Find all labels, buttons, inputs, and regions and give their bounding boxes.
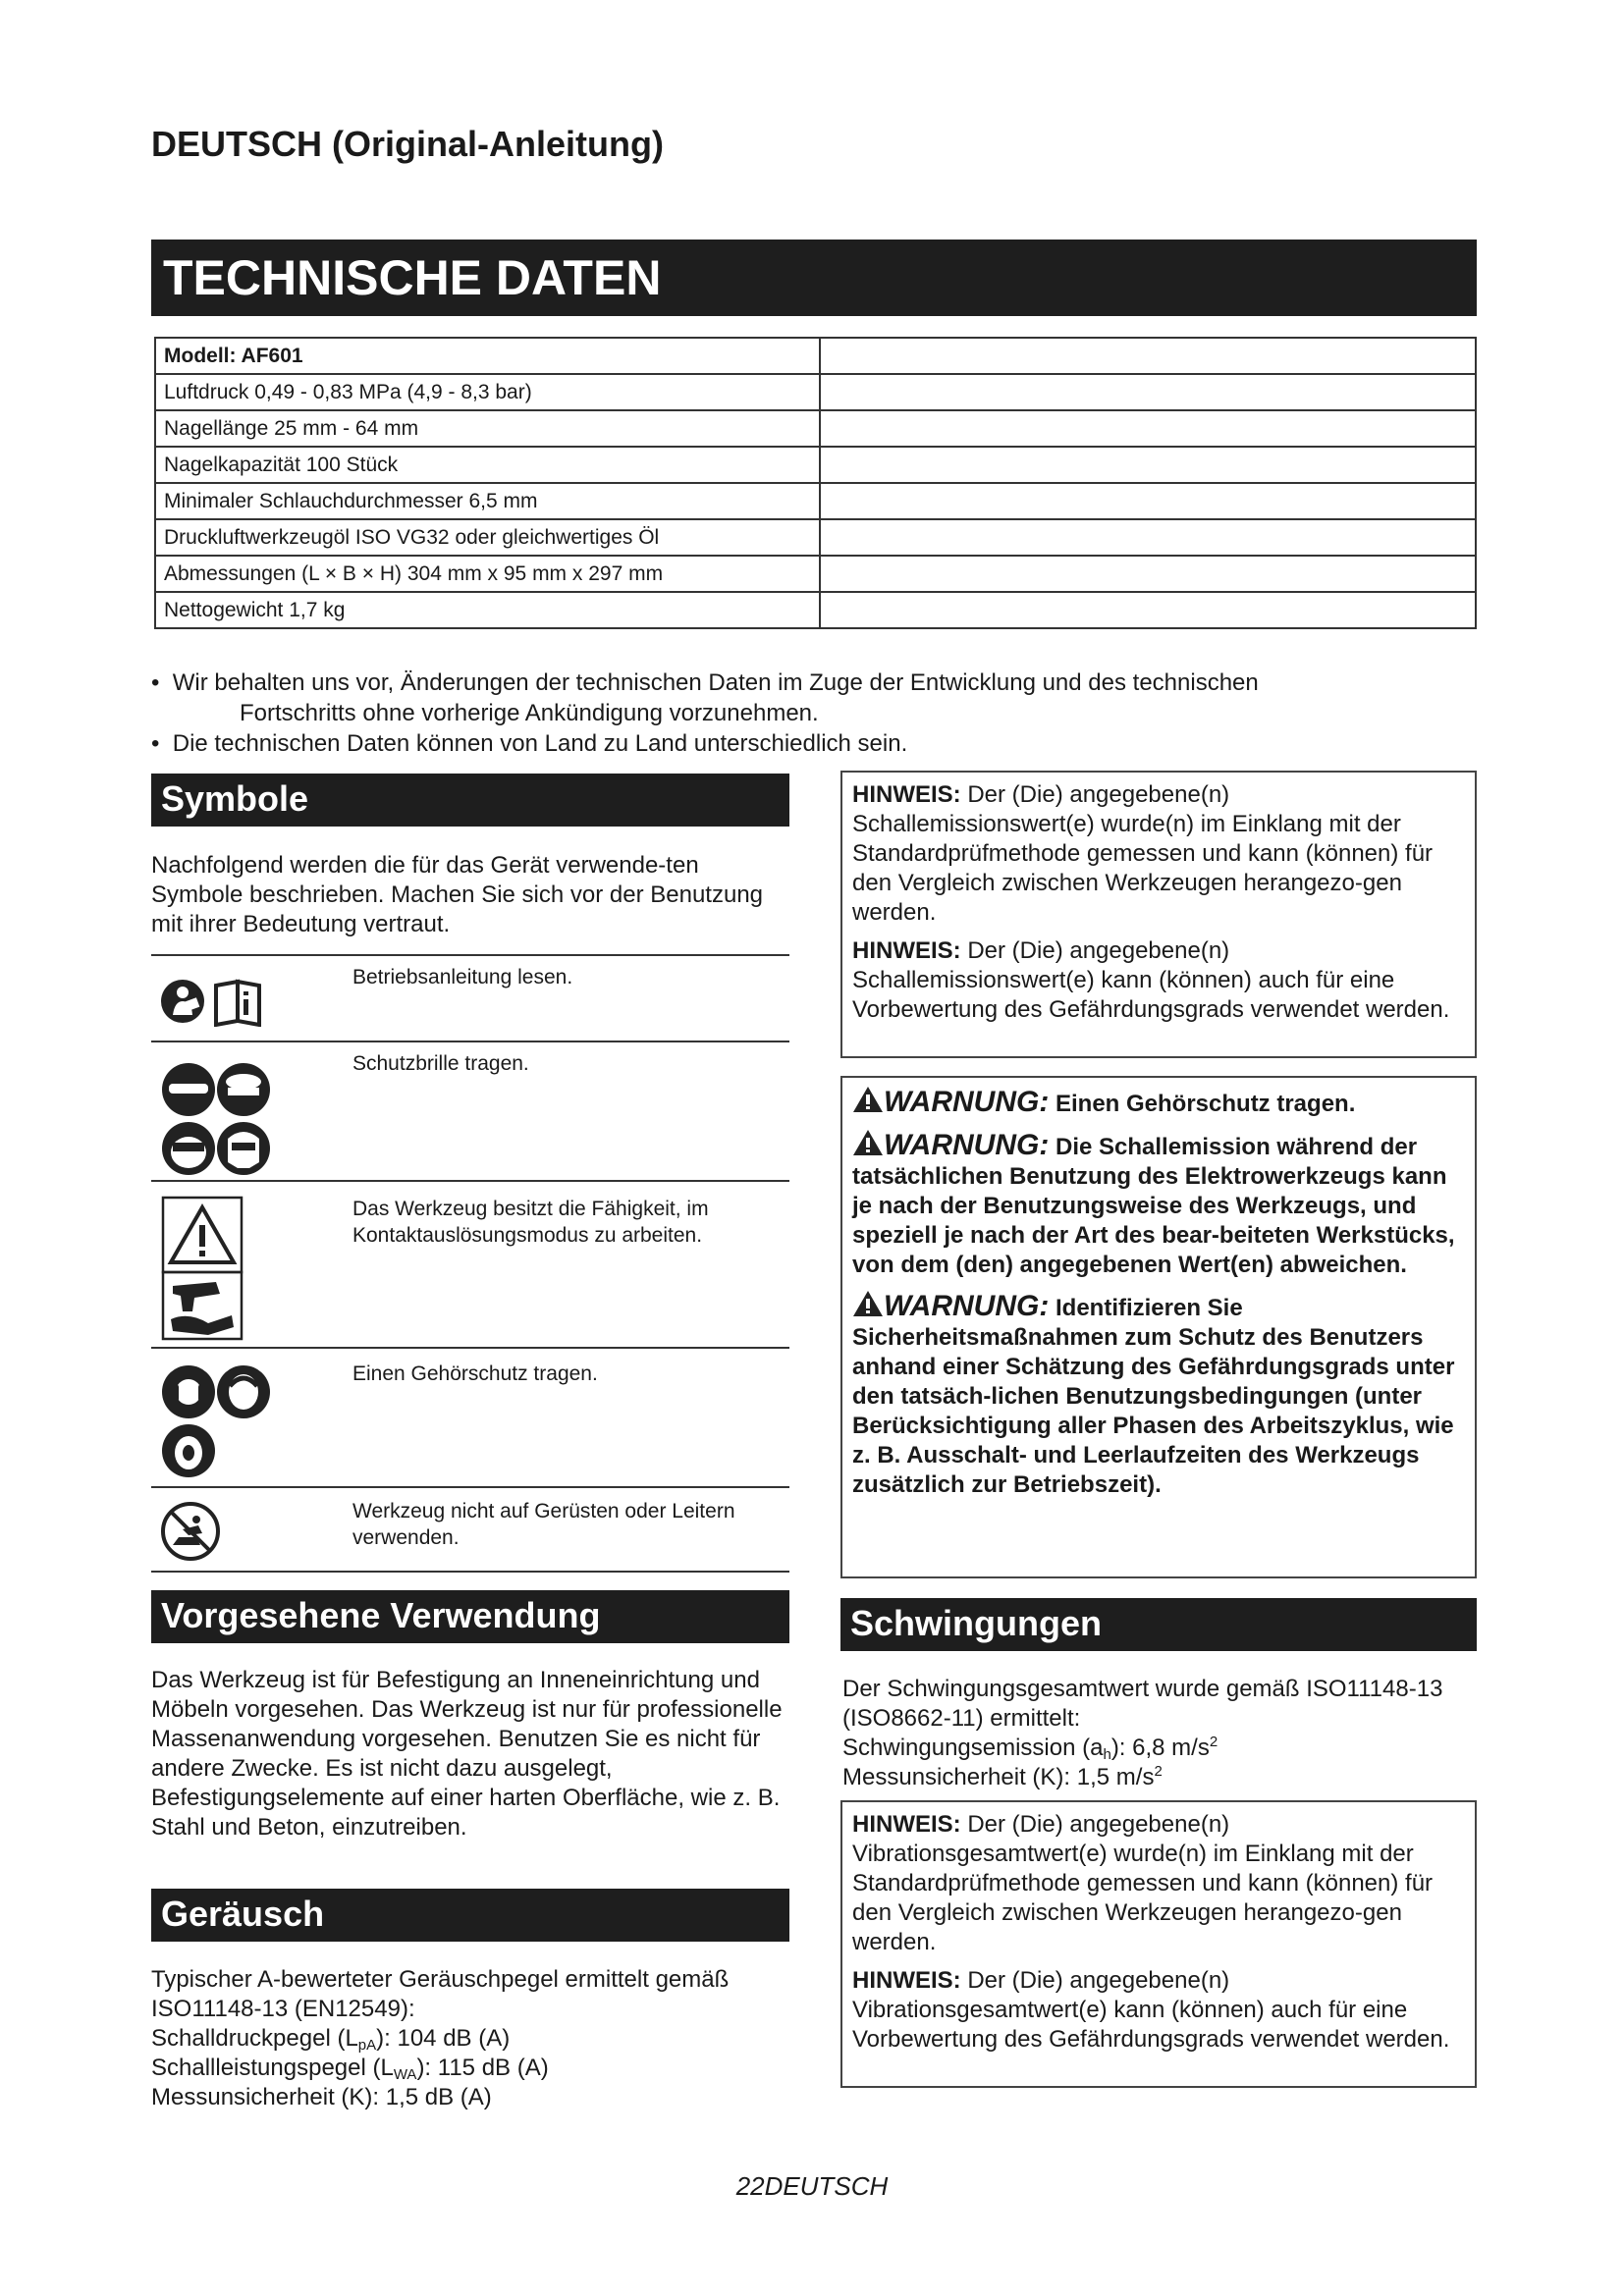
symbol-label: Betriebsanleitung lesen. <box>352 966 573 988</box>
note-item: • Die technischen Daten können von Land zu Land unterschiedlich sein. <box>151 730 908 757</box>
spec-cell-empty <box>820 374 1476 410</box>
hinweis-note: HINWEIS: Der (Die) angegebene(n) Schallemissionswert(e) kann (können) auch für eine Vorbewertung des Gefährdungsgrads verwendet werden. <box>852 937 1450 1023</box>
hinweis-note: HINWEIS: Der (Die) angegebene(n) Vibrationsgesamtwert(e) wurde(n) im Einklang mit der Standardprüfmethode gemessen und kann (können) für den Vergleich zwischen Werkzeugen herangezo-gen werden. <box>852 1811 1434 1955</box>
symbol-row <box>151 1180 789 1349</box>
lpa-value: Schalldruckpegel $(L_{pA})$: 104 dB (A) <box>151 2025 511 2054</box>
verwendung-heading: Vorgesehene Verwendung <box>151 1590 789 1643</box>
symbol-table-bottom-border <box>151 1571 789 1573</box>
spec-cell: Luftdruck 0,49 - 0,83 MPa (4,9 - 8,3 bar) <box>155 374 820 410</box>
spec-cell-empty <box>820 556 1476 592</box>
hinweis-vib-box <box>840 1800 1477 2088</box>
technische-daten-heading: TECHNISCHE DATEN <box>151 240 1477 316</box>
spec-cell-empty <box>820 338 1476 374</box>
symbole-heading: Symbole <box>151 774 789 827</box>
warning-item: WARNUNG: Einen Gehörschutz tragen. <box>852 1086 1465 1119</box>
symbol-row <box>151 1486 789 1573</box>
geraeusch-intro: Typischer A-bewerteter Geräuschpegel ermittelt gemäß ISO11148-13 (EN12549): <box>151 1966 730 2022</box>
note-text-continued: Fortschritts ohne vorherige Ankündigung vorzunehmen. <box>240 700 819 726</box>
warning-triangle-icon <box>852 1086 884 1113</box>
symbol-label: Schutzbrille tragen. <box>352 1052 529 1075</box>
hinweis-schall-box <box>840 771 1477 1058</box>
symbol-label: Werkzeug nicht auf Gerüsten oder Leitern verwenden. <box>352 1500 735 1549</box>
page-title: DEUTSCH (Original-Anleitung) <box>151 124 664 164</box>
note-text: Die technischen Daten können von Land zu Land unterschiedlich sein. <box>172 730 908 757</box>
table-row <box>155 374 1476 410</box>
spec-cell: Abmessungen (L × B × H) 304 mm x 95 mm x 297 mm <box>155 556 820 592</box>
k-value: Messunsicherheit (K): 1,5 $m/s^2$ <box>842 1763 1163 1790</box>
spec-cell: Nagelkapazität 100 Stück <box>155 447 820 483</box>
warning-item: WARNUNG: Identifizieren Sie Sicherheitsmaßnahmen zum Schutz des Benutzers anhand einer Schätzung des Gefährdungsgrads unter den tatsäch-lichen Benutzungsbedingungen (unter Berücksichtigung aller Phasen des Arbeitszyklus, wie z. B. Ausschalt- und Leerlaufzeiten des Werkzeugs zusätzlich zur Betriebszeit). <box>852 1290 1455 1498</box>
table-row <box>155 592 1476 628</box>
symbol-label: Das Werkzeug besitzt die Fähigkeit, im Kontaktauslösungsmodus zu arbeiten. <box>352 1198 709 1247</box>
symbole-intro: Nachfolgend werden die für das Gerät verwende-ten Symbole beschrieben. Machen Sie sich vor der Benutzung mit ihrer Bedeutung vertraut. <box>151 852 764 937</box>
spec-cell: Minimaler Schlauchdurchmesser 6,5 mm <box>155 483 820 519</box>
ah-value: Schwingungsemission $(a_h)$: 6,8 $m/s^2$ <box>842 1734 1218 1763</box>
spec-cell: Modell: AF601 <box>155 338 820 374</box>
warning-triangle-icon <box>852 1129 884 1156</box>
spec-cell-empty <box>820 483 1476 519</box>
spec-cell-empty <box>820 410 1476 447</box>
spec-cell: Nagellänge 25 mm - 64 mm <box>155 410 820 447</box>
page-footer: 22DEUTSCH <box>735 2171 889 2201</box>
goggles-icon <box>159 1060 287 1178</box>
manual-icon <box>159 976 306 1027</box>
schwingungen-heading: Schwingungen <box>840 1598 1477 1651</box>
table-row <box>155 338 1476 374</box>
spec-cell: Nettogewicht 1,7 kg <box>155 592 820 628</box>
symbol-row <box>151 1347 789 1488</box>
note-item: • Wir behalten uns vor, Änderungen der technischen Daten im Zuge der Entwicklung und des technischen <box>151 669 1259 696</box>
verwendung-text: Das Werkzeug ist für Befestigung an Inneneinrichtung und Möbeln vorgesehen. Das Werkzeug ist nur für professionelle Massenanwendung vorgesehen. Benutzen Sie es nicht für andere Zwecke. Es ist nicht dazu ausgelegt, Befestigungselemente auf einer harten Oberfläche, wie z. B. Stahl und Beton, einzutreiben. <box>151 1667 783 1841</box>
spec-cell-empty <box>820 592 1476 628</box>
warning-triangle-icon <box>852 1290 884 1317</box>
symbol-row <box>151 1041 789 1182</box>
geraeusch-heading: Geräusch <box>151 1889 789 1942</box>
schwingungen-values <box>842 1675 1471 1792</box>
table-row <box>155 447 1476 483</box>
symbol-label: Einen Gehörschutz tragen. <box>352 1362 598 1385</box>
spec-cell-empty <box>820 447 1476 483</box>
symbol-row <box>151 954 789 1042</box>
hinweis-note: HINWEIS: Der (Die) angegebene(n) Schallemissionswert(e) wurde(n) im Einklang mit der Standardprüfmethode gemessen und kann (können) für den Vergleich zwischen Werkzeugen herangezo-gen werden. <box>852 781 1434 926</box>
warning-item: WARNUNG: Die Schallemission während der tatsächlichen Benutzung des Elektrowerkzeugs kann je nach der Benutzungsweise des Werkzeugs, und speziell je nach der Art des bear-beiteten Werkstücks, von dem (den) angegebenen Wert(en) abweichen. <box>852 1129 1455 1278</box>
spec-cell-empty <box>820 519 1476 556</box>
schwingungen-intro: Der Schwingungsgesamtwert wurde gemäß ISO11148-13 (ISO8662-11) ermittelt: <box>842 1676 1443 1732</box>
warning-contact-mode-icon <box>159 1196 247 1343</box>
table-row <box>155 519 1476 556</box>
note-text: Wir behalten uns vor, Änderungen der technischen Daten im Zuge der Entwicklung und des technischen <box>172 669 1259 696</box>
ear-protection-icon <box>159 1362 287 1480</box>
warnung-box <box>840 1076 1477 1578</box>
no-scaffold-icon <box>159 1500 222 1563</box>
spec-cell: Druckluftwerkzeugöl ISO VG32 oder gleichwertiges Öl <box>155 519 820 556</box>
geraeusch-values <box>151 1965 789 2112</box>
spec-notes <box>151 667 1477 759</box>
spec-table <box>154 337 1477 629</box>
k-value: Messunsicherheit (K): 1,5 dB (A) <box>151 2084 492 2110</box>
table-row <box>155 410 1476 447</box>
table-row <box>155 483 1476 519</box>
hinweis-note: HINWEIS: Der (Die) angegebene(n) Vibrationsgesamtwert(e) kann (können) auch für eine Vorbewertung des Gefährdungsgrads verwendet werden. <box>852 1967 1450 2053</box>
lwa-value: Schallleistungspegel $(L_{WA})$: 115 dB (A) <box>151 2055 549 2083</box>
table-row <box>155 556 1476 592</box>
